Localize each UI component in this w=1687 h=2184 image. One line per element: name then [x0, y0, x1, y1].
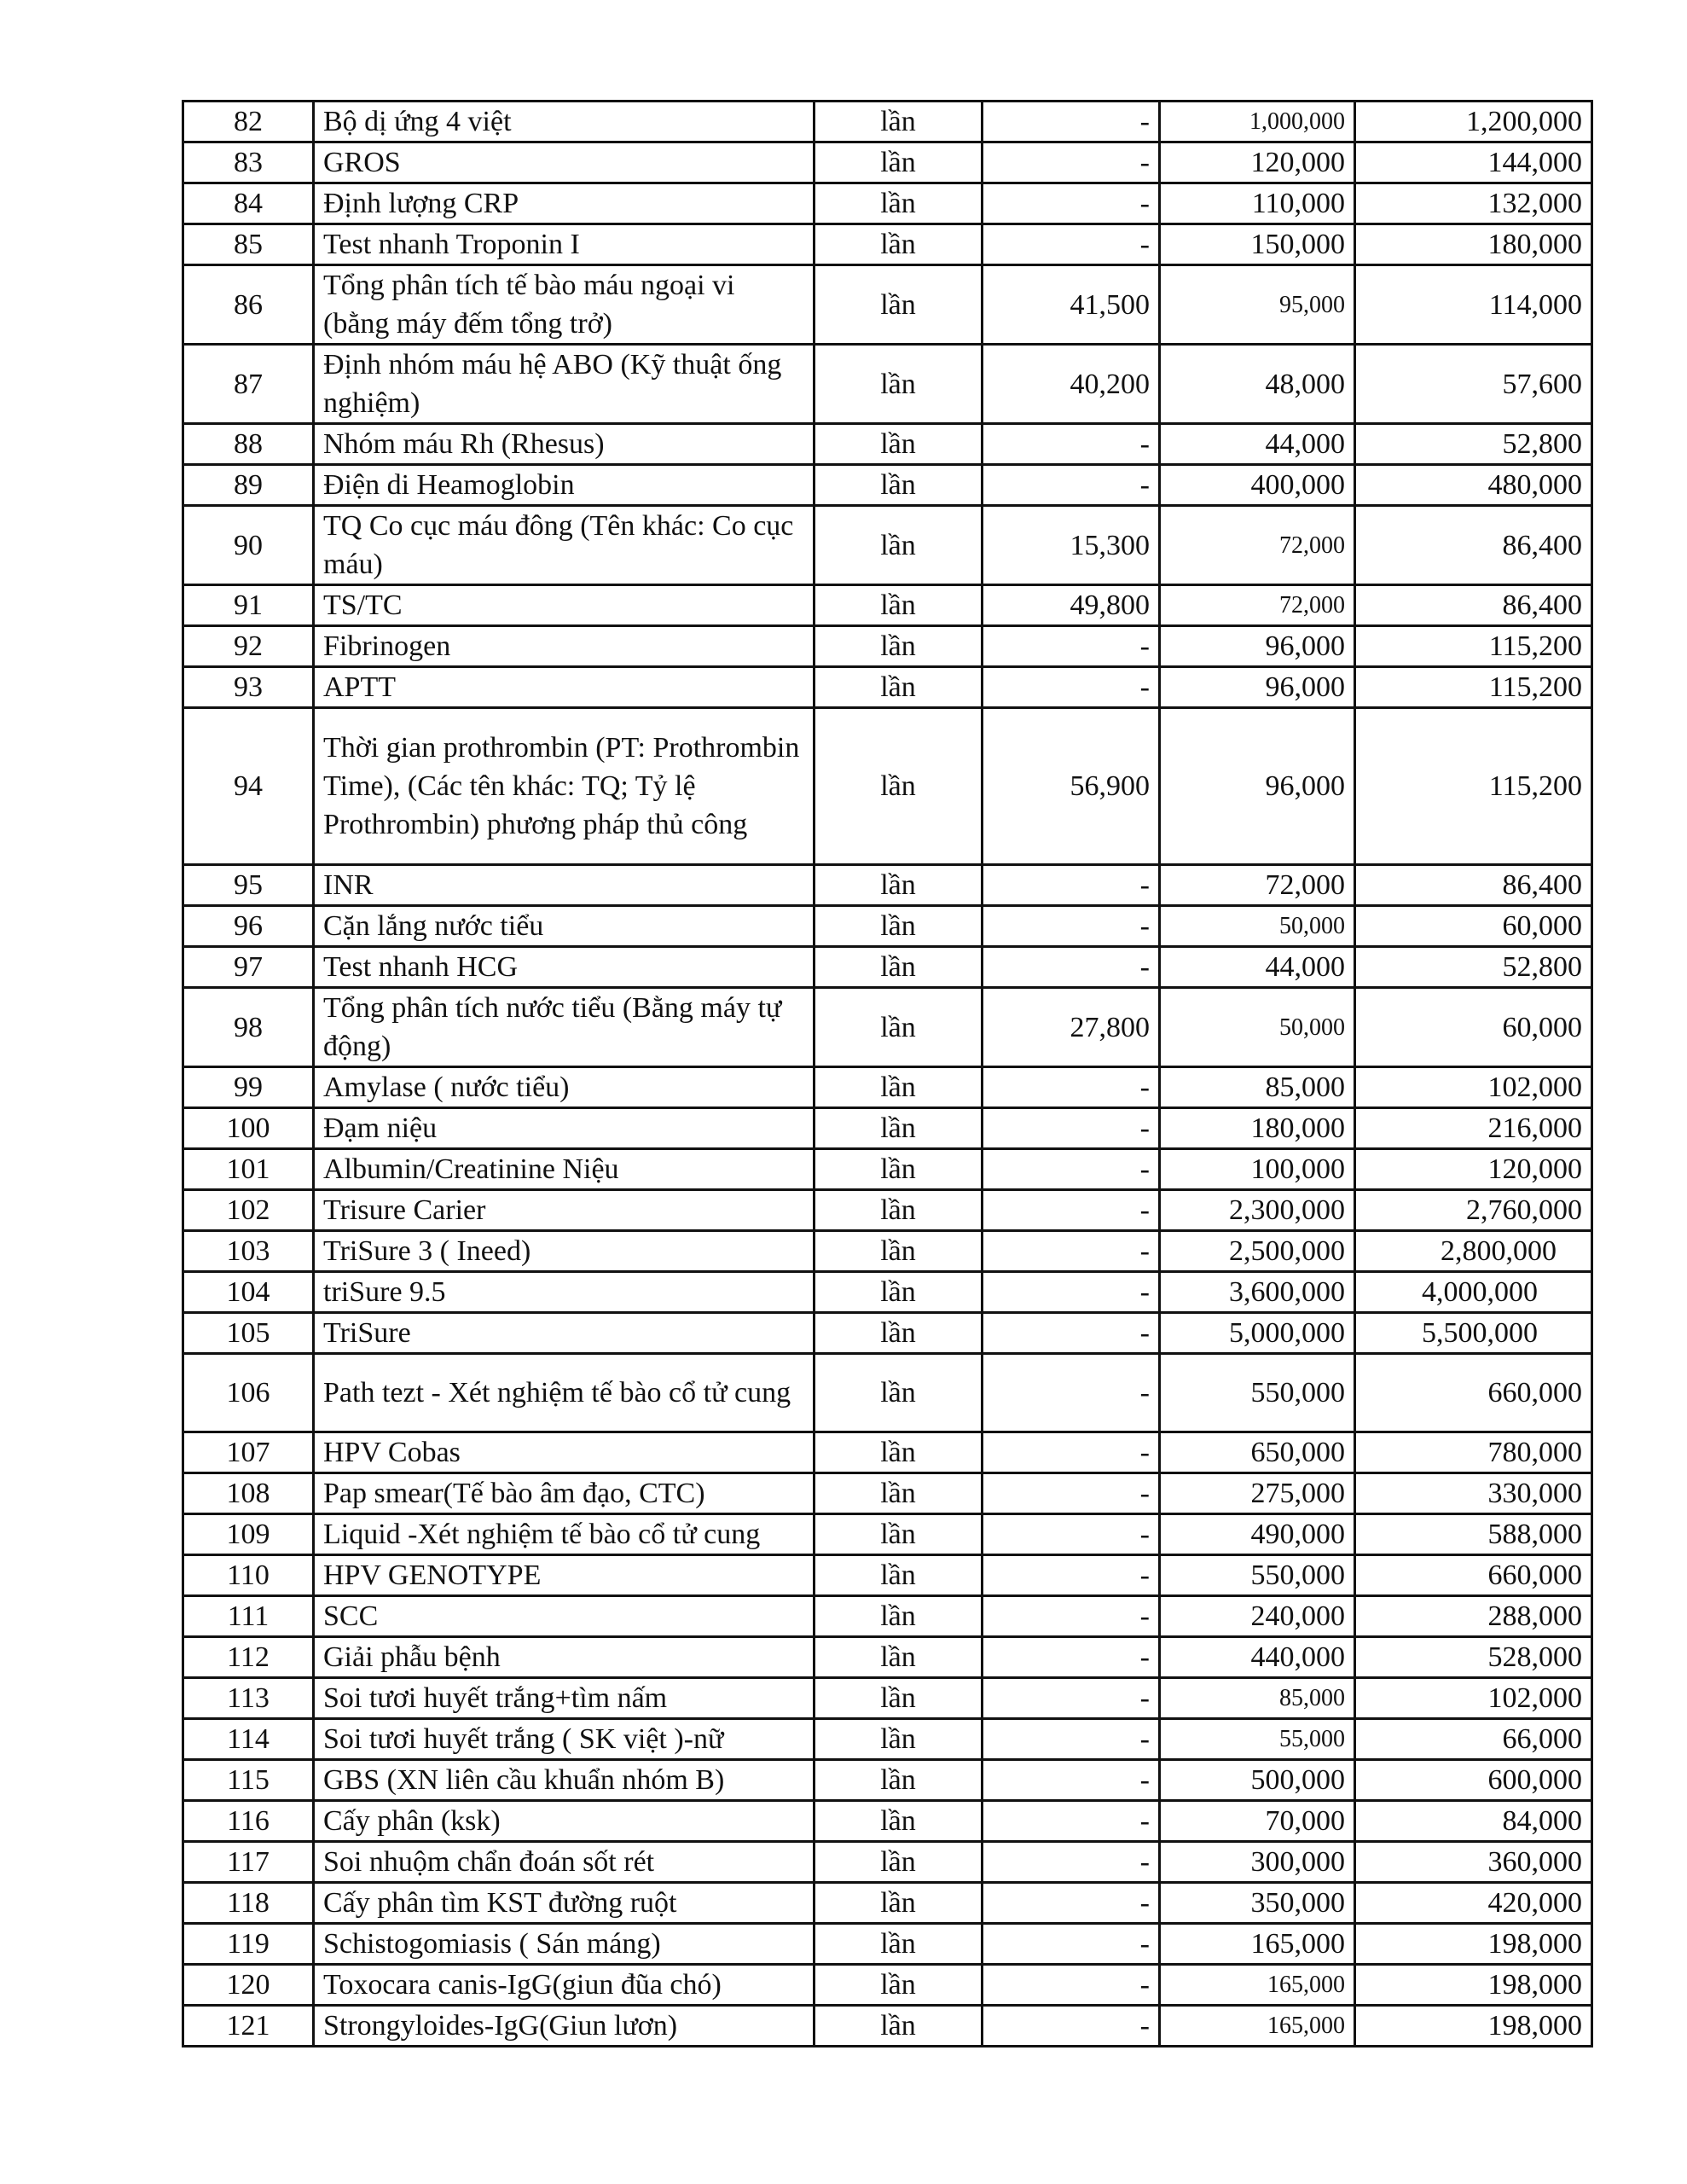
row-number-cell: 82: [183, 102, 314, 142]
foreigner-price-cell: 60,000: [1355, 988, 1592, 1067]
row-number-cell: 121: [183, 2006, 314, 2047]
table-row: [183, 1924, 1592, 1965]
table-row: [183, 1596, 1592, 1637]
insurance-price-cell: -: [983, 424, 1160, 465]
foreigner-price-cell: 144,000: [1355, 142, 1592, 183]
unit-cell: lần: [815, 626, 983, 667]
unit-cell: lần: [815, 1313, 983, 1354]
unit-cell: lần: [815, 1432, 983, 1473]
unit-cell: lần: [815, 1760, 983, 1801]
service-price-cell: 85,000: [1160, 1067, 1355, 1108]
service-price-cell: 48,000: [1160, 345, 1355, 424]
service-price-cell: 50,000: [1160, 906, 1355, 947]
foreigner-price-cell: 198,000: [1355, 2006, 1592, 2047]
test-name-cell: Soi nhuộm chẩn đoán sốt rét: [314, 1842, 815, 1883]
unit-cell: lần: [815, 183, 983, 224]
row-number-cell: 96: [183, 906, 314, 947]
table-row: [183, 988, 1592, 1067]
unit-cell: lần: [815, 1596, 983, 1637]
row-number-cell: 110: [183, 1555, 314, 1596]
table-row: [183, 1801, 1592, 1842]
table-row: [183, 224, 1592, 265]
unit-cell: lần: [815, 1149, 983, 1190]
unit-cell: lần: [815, 1067, 983, 1108]
foreigner-price-cell: 2,800,000: [1355, 1231, 1592, 1272]
table-row: [183, 2006, 1592, 2047]
insurance-price-cell: -: [983, 224, 1160, 265]
test-name-cell: INR: [314, 865, 815, 906]
table-row: [183, 1678, 1592, 1719]
table-row: [183, 265, 1592, 345]
unit-cell: lần: [815, 1883, 983, 1924]
table-row: [183, 708, 1592, 865]
insurance-price-cell: -: [983, 947, 1160, 988]
table-row: [183, 1149, 1592, 1190]
foreigner-price-cell: 5,500,000: [1355, 1313, 1592, 1354]
service-price-cell: 165,000: [1160, 2006, 1355, 2047]
unit-cell: lần: [815, 1842, 983, 1883]
table-row: [183, 183, 1592, 224]
service-price-cell: 96,000: [1160, 667, 1355, 708]
test-name-cell: Liquid -Xét nghiệm tế bào cổ tử cung: [314, 1514, 815, 1555]
foreigner-price-cell: 115,200: [1355, 708, 1592, 865]
foreigner-price-cell: 4,000,000: [1355, 1272, 1592, 1313]
table-row: [183, 947, 1592, 988]
table-row: [183, 1231, 1592, 1272]
table-row: [183, 1108, 1592, 1149]
foreigner-price-cell: 102,000: [1355, 1678, 1592, 1719]
row-number-cell: 100: [183, 1108, 314, 1149]
test-name-cell: Albumin/Creatinine Niệu: [314, 1149, 815, 1190]
test-name-cell: HPV GENOTYPE: [314, 1555, 815, 1596]
table-row: [183, 1760, 1592, 1801]
unit-cell: lần: [815, 1354, 983, 1432]
test-name-cell: Amylase ( nước tiểu): [314, 1067, 815, 1108]
table-row: [183, 345, 1592, 424]
foreigner-price-cell: 588,000: [1355, 1514, 1592, 1555]
service-price-cell: 1,000,000: [1160, 102, 1355, 142]
service-price-cell: 55,000: [1160, 1719, 1355, 1760]
unit-cell: lần: [815, 667, 983, 708]
table-row: [183, 1555, 1592, 1596]
unit-cell: lần: [815, 1555, 983, 1596]
unit-cell: lần: [815, 1678, 983, 1719]
foreigner-price-cell: 132,000: [1355, 183, 1592, 224]
insurance-price-cell: -: [983, 1473, 1160, 1514]
test-name-cell: Toxocara canis-IgG(giun đũa chó): [314, 1965, 815, 2006]
unit-cell: lần: [815, 708, 983, 865]
test-name-cell: GBS (XN liên cầu khuẩn nhóm B): [314, 1760, 815, 1801]
foreigner-price-cell: 780,000: [1355, 1432, 1592, 1473]
insurance-price-cell: -: [983, 1883, 1160, 1924]
row-number-cell: 114: [183, 1719, 314, 1760]
foreigner-price-cell: 114,000: [1355, 265, 1592, 345]
test-name-cell: Cấy phân tìm KST đường ruột: [314, 1883, 815, 1924]
row-number-cell: 85: [183, 224, 314, 265]
row-number-cell: 83: [183, 142, 314, 183]
row-number-cell: 86: [183, 265, 314, 345]
test-name-cell: TQ Co cục máu đông (Tên khác: Co cục máu): [314, 506, 815, 585]
foreigner-price-cell: 198,000: [1355, 1924, 1592, 1965]
service-price-cell: 650,000: [1160, 1432, 1355, 1473]
foreigner-price-cell: 52,800: [1355, 424, 1592, 465]
foreigner-price-cell: 86,400: [1355, 506, 1592, 585]
row-number-cell: 103: [183, 1231, 314, 1272]
table-body: [183, 102, 1592, 2047]
insurance-price-cell: -: [983, 1637, 1160, 1678]
row-number-cell: 108: [183, 1473, 314, 1514]
foreigner-price-cell: 216,000: [1355, 1108, 1592, 1149]
foreigner-price-cell: 198,000: [1355, 1965, 1592, 2006]
service-price-cell: 96,000: [1160, 626, 1355, 667]
insurance-price-cell: -: [983, 906, 1160, 947]
table-row: [183, 1432, 1592, 1473]
unit-cell: lần: [815, 1190, 983, 1231]
unit-cell: lần: [815, 142, 983, 183]
insurance-price-cell: -: [983, 865, 1160, 906]
unit-cell: lần: [815, 506, 983, 585]
row-number-cell: 97: [183, 947, 314, 988]
row-number-cell: 120: [183, 1965, 314, 2006]
insurance-price-cell: -: [983, 1108, 1160, 1149]
row-number-cell: 98: [183, 988, 314, 1067]
row-number-cell: 109: [183, 1514, 314, 1555]
row-number-cell: 101: [183, 1149, 314, 1190]
insurance-price-cell: -: [983, 1555, 1160, 1596]
test-name-cell: Tổng phân tích nước tiểu (Bằng máy tự động): [314, 988, 815, 1067]
foreigner-price-cell: 420,000: [1355, 1883, 1592, 1924]
foreigner-price-cell: 600,000: [1355, 1760, 1592, 1801]
table-row: [183, 1719, 1592, 1760]
insurance-price-cell: -: [983, 1924, 1160, 1965]
insurance-price-cell: -: [983, 1272, 1160, 1313]
test-name-cell: Nhóm máu Rh (Rhesus): [314, 424, 815, 465]
foreigner-price-cell: 1,200,000: [1355, 102, 1592, 142]
foreigner-price-cell: 84,000: [1355, 1801, 1592, 1842]
row-number-cell: 112: [183, 1637, 314, 1678]
table-row: [183, 1354, 1592, 1432]
foreigner-price-cell: 480,000: [1355, 465, 1592, 506]
service-price-cell: 3,600,000: [1160, 1272, 1355, 1313]
service-price-cell: 5,000,000: [1160, 1313, 1355, 1354]
table-row: [183, 465, 1592, 506]
test-name-cell: Path tezt - Xét nghiệm tế bào cổ tử cung: [314, 1354, 815, 1432]
foreigner-price-cell: 60,000: [1355, 906, 1592, 947]
service-price-cell: 44,000: [1160, 947, 1355, 988]
row-number-cell: 93: [183, 667, 314, 708]
unit-cell: lần: [815, 865, 983, 906]
table-row: [183, 506, 1592, 585]
foreigner-price-cell: 180,000: [1355, 224, 1592, 265]
service-price-cell: 165,000: [1160, 1965, 1355, 2006]
insurance-price-cell: -: [983, 1678, 1160, 1719]
test-name-cell: TriSure: [314, 1313, 815, 1354]
insurance-price-cell: -: [983, 1514, 1160, 1555]
insurance-price-cell: -: [983, 102, 1160, 142]
test-name-cell: SCC: [314, 1596, 815, 1637]
table-row: [183, 626, 1592, 667]
service-price-cell: 70,000: [1160, 1801, 1355, 1842]
row-number-cell: 90: [183, 506, 314, 585]
test-name-cell: Cấy phân (ksk): [314, 1801, 815, 1842]
service-price-cell: 50,000: [1160, 988, 1355, 1067]
service-price-cell: 550,000: [1160, 1354, 1355, 1432]
insurance-price-cell: 40,200: [983, 345, 1160, 424]
table-row: [183, 1965, 1592, 2006]
service-price-cell: 300,000: [1160, 1842, 1355, 1883]
insurance-price-cell: -: [983, 1354, 1160, 1432]
unit-cell: lần: [815, 1637, 983, 1678]
service-price-cell: 440,000: [1160, 1637, 1355, 1678]
insurance-price-cell: 27,800: [983, 988, 1160, 1067]
test-name-cell: HPV Cobas: [314, 1432, 815, 1473]
test-name-cell: Đạm niệu: [314, 1108, 815, 1149]
insurance-price-cell: -: [983, 1596, 1160, 1637]
row-number-cell: 105: [183, 1313, 314, 1354]
row-number-cell: 104: [183, 1272, 314, 1313]
row-number-cell: 94: [183, 708, 314, 865]
test-name-cell: APTT: [314, 667, 815, 708]
foreigner-price-cell: 288,000: [1355, 1596, 1592, 1637]
foreigner-price-cell: 660,000: [1355, 1354, 1592, 1432]
test-name-cell: Test nhanh Troponin I: [314, 224, 815, 265]
test-name-cell: GROS: [314, 142, 815, 183]
service-price-cell: 150,000: [1160, 224, 1355, 265]
unit-cell: lần: [815, 265, 983, 345]
service-price-cell: 72,000: [1160, 506, 1355, 585]
foreigner-price-cell: 360,000: [1355, 1842, 1592, 1883]
row-number-cell: 84: [183, 183, 314, 224]
test-name-cell: Schistogomiasis ( Sán máng): [314, 1924, 815, 1965]
test-name-cell: Định lượng CRP: [314, 183, 815, 224]
test-name-cell: Soi tươi huyết trắng ( SK việt )-nữ: [314, 1719, 815, 1760]
service-price-cell: 100,000: [1160, 1149, 1355, 1190]
table-row: [183, 1313, 1592, 1354]
insurance-price-cell: 41,500: [983, 265, 1160, 345]
foreigner-price-cell: 115,200: [1355, 667, 1592, 708]
table-row: [183, 1883, 1592, 1924]
unit-cell: lần: [815, 1719, 983, 1760]
insurance-price-cell: -: [983, 1801, 1160, 1842]
foreigner-price-cell: 528,000: [1355, 1637, 1592, 1678]
service-price-cell: 165,000: [1160, 1924, 1355, 1965]
foreigner-price-cell: 2,760,000: [1355, 1190, 1592, 1231]
test-name-cell: Điện di Heamoglobin: [314, 465, 815, 506]
insurance-price-cell: -: [983, 1149, 1160, 1190]
insurance-price-cell: -: [983, 1231, 1160, 1272]
foreigner-price-cell: 52,800: [1355, 947, 1592, 988]
service-price-cell: 400,000: [1160, 465, 1355, 506]
table-row: [183, 1637, 1592, 1678]
service-price-cell: 96,000: [1160, 708, 1355, 865]
service-price-cell: 500,000: [1160, 1760, 1355, 1801]
unit-cell: lần: [815, 988, 983, 1067]
insurance-price-cell: -: [983, 1842, 1160, 1883]
table-row: [183, 1842, 1592, 1883]
row-number-cell: 88: [183, 424, 314, 465]
row-number-cell: 106: [183, 1354, 314, 1432]
table-row: [183, 102, 1592, 142]
unit-cell: lần: [815, 1231, 983, 1272]
row-number-cell: 111: [183, 1596, 314, 1637]
insurance-price-cell: -: [983, 465, 1160, 506]
row-number-cell: 107: [183, 1432, 314, 1473]
service-price-cell: 72,000: [1160, 865, 1355, 906]
row-number-cell: 89: [183, 465, 314, 506]
test-name-cell: Test nhanh HCG: [314, 947, 815, 988]
table-row: [183, 1514, 1592, 1555]
service-price-cell: 350,000: [1160, 1883, 1355, 1924]
unit-cell: lần: [815, 224, 983, 265]
row-number-cell: 99: [183, 1067, 314, 1108]
service-price-cell: 44,000: [1160, 424, 1355, 465]
table-row: [183, 906, 1592, 947]
service-price-cell: 120,000: [1160, 142, 1355, 183]
unit-cell: lần: [815, 1801, 983, 1842]
test-name-cell: Fibrinogen: [314, 626, 815, 667]
unit-cell: lần: [815, 2006, 983, 2047]
insurance-price-cell: -: [983, 142, 1160, 183]
table-row: [183, 865, 1592, 906]
table-row: [183, 424, 1592, 465]
insurance-price-cell: -: [983, 1313, 1160, 1354]
test-name-cell: Cặn lắng nước tiểu: [314, 906, 815, 947]
service-price-cell: 550,000: [1160, 1555, 1355, 1596]
test-name-cell: Bộ dị ứng 4 việt: [314, 102, 815, 142]
unit-cell: lần: [815, 1108, 983, 1149]
row-number-cell: 87: [183, 345, 314, 424]
table-row: [183, 1190, 1592, 1231]
test-name-cell: Thời gian prothrombin (PT: Prothrombin Time), (Các tên khác: TQ; Tỷ lệ Prothrombin) phương pháp thủ công: [314, 708, 815, 865]
foreigner-price-cell: 66,000: [1355, 1719, 1592, 1760]
test-name-cell: Định nhóm máu hệ ABO (Kỹ thuật ống nghiệm): [314, 345, 815, 424]
row-number-cell: 92: [183, 626, 314, 667]
service-price-cell: 72,000: [1160, 585, 1355, 626]
table-row: [183, 1067, 1592, 1108]
row-number-cell: 113: [183, 1678, 314, 1719]
insurance-price-cell: -: [983, 626, 1160, 667]
insurance-price-cell: 56,900: [983, 708, 1160, 865]
insurance-price-cell: 49,800: [983, 585, 1160, 626]
service-price-cell: 95,000: [1160, 265, 1355, 345]
insurance-price-cell: -: [983, 183, 1160, 224]
unit-cell: lần: [815, 424, 983, 465]
test-name-cell: Giải phẫu bệnh: [314, 1637, 815, 1678]
row-number-cell: 102: [183, 1190, 314, 1231]
foreigner-price-cell: 660,000: [1355, 1555, 1592, 1596]
service-price-cell: 275,000: [1160, 1473, 1355, 1514]
row-number-cell: 95: [183, 865, 314, 906]
insurance-price-cell: -: [983, 1760, 1160, 1801]
unit-cell: lần: [815, 1965, 983, 2006]
unit-cell: lần: [815, 345, 983, 424]
foreigner-price-cell: 86,400: [1355, 865, 1592, 906]
table-row: [183, 1272, 1592, 1313]
table-row: [183, 1473, 1592, 1514]
test-name-cell: Pap smear(Tế bào âm đạo, CTC): [314, 1473, 815, 1514]
foreigner-price-cell: 120,000: [1355, 1149, 1592, 1190]
unit-cell: lần: [815, 585, 983, 626]
test-name-cell: Soi tươi huyết trắng+tìm nấm: [314, 1678, 815, 1719]
service-price-cell: 110,000: [1160, 183, 1355, 224]
foreigner-price-cell: 86,400: [1355, 585, 1592, 626]
unit-cell: lần: [815, 1473, 983, 1514]
lab-test-price-table: [182, 100, 1593, 2048]
test-name-cell: Tổng phân tích tế bào máu ngoại vi (bằng máy đếm tổng trở): [314, 265, 815, 345]
test-name-cell: TS/TC: [314, 585, 815, 626]
row-number-cell: 118: [183, 1883, 314, 1924]
test-name-cell: Trisure Carier: [314, 1190, 815, 1231]
unit-cell: lần: [815, 906, 983, 947]
row-number-cell: 119: [183, 1924, 314, 1965]
table-row: [183, 585, 1592, 626]
row-number-cell: 91: [183, 585, 314, 626]
insurance-price-cell: -: [983, 1190, 1160, 1231]
row-number-cell: 117: [183, 1842, 314, 1883]
service-price-cell: 490,000: [1160, 1514, 1355, 1555]
row-number-cell: 116: [183, 1801, 314, 1842]
insurance-price-cell: -: [983, 1965, 1160, 2006]
foreigner-price-cell: 102,000: [1355, 1067, 1592, 1108]
unit-cell: lần: [815, 465, 983, 506]
test-name-cell: triSure 9.5: [314, 1272, 815, 1313]
unit-cell: lần: [815, 1924, 983, 1965]
table-row: [183, 142, 1592, 183]
service-price-cell: 240,000: [1160, 1596, 1355, 1637]
insurance-price-cell: -: [983, 1067, 1160, 1108]
service-price-cell: 2,500,000: [1160, 1231, 1355, 1272]
insurance-price-cell: -: [983, 1432, 1160, 1473]
foreigner-price-cell: 57,600: [1355, 345, 1592, 424]
test-name-cell: TriSure 3 ( Ineed): [314, 1231, 815, 1272]
service-price-cell: 85,000: [1160, 1678, 1355, 1719]
insurance-price-cell: 15,300: [983, 506, 1160, 585]
unit-cell: lần: [815, 1514, 983, 1555]
service-price-cell: 2,300,000: [1160, 1190, 1355, 1231]
insurance-price-cell: -: [983, 1719, 1160, 1760]
insurance-price-cell: -: [983, 667, 1160, 708]
table-row: [183, 667, 1592, 708]
row-number-cell: 115: [183, 1760, 314, 1801]
foreigner-price-cell: 115,200: [1355, 626, 1592, 667]
unit-cell: lần: [815, 947, 983, 988]
foreigner-price-cell: 330,000: [1355, 1473, 1592, 1514]
service-price-cell: 180,000: [1160, 1108, 1355, 1149]
unit-cell: lần: [815, 102, 983, 142]
unit-cell: lần: [815, 1272, 983, 1313]
insurance-price-cell: -: [983, 2006, 1160, 2047]
test-name-cell: Strongyloides-IgG(Giun lươn): [314, 2006, 815, 2047]
